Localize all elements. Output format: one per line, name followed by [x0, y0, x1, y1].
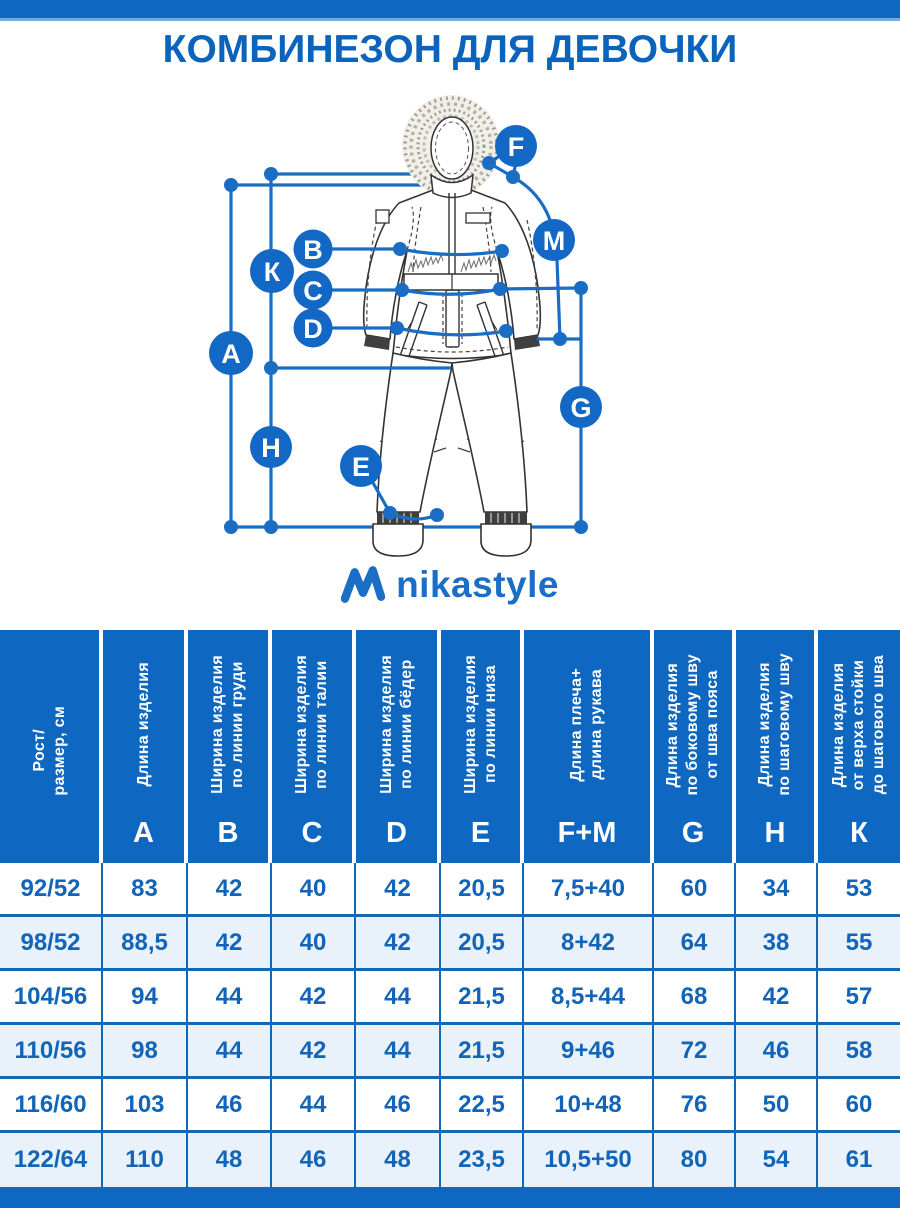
value-cell: 38	[736, 917, 818, 968]
value-cell: 20,5	[441, 863, 524, 914]
value-cell: 46	[736, 1025, 818, 1076]
column-header-text: Рост/ размер, см	[30, 705, 68, 796]
marker-E: E	[351, 452, 371, 482]
nikastyle-logo-icon	[341, 565, 385, 605]
column-header-D: Ширина изделия по линии бёдер D	[356, 630, 441, 863]
value-cell: 10+48	[524, 1079, 654, 1130]
column-header-K: Длина изделия от верха стойки до шагового шва К	[818, 630, 900, 863]
table-row	[0, 863, 900, 917]
value-cell: 23,5	[441, 1133, 524, 1187]
value-cell: 42	[272, 1025, 356, 1076]
size-cell: 98/52	[0, 917, 103, 968]
value-cell: 50	[736, 1079, 818, 1130]
left-boot	[373, 524, 423, 556]
value-cell: 44	[272, 1079, 356, 1130]
value-cell: 80	[654, 1133, 736, 1187]
column-header-C: Ширина изделия по линии талии C	[272, 630, 356, 863]
page-title: КОМБИНЕЗОН ДЛЯ ДЕВОЧКИ	[162, 28, 738, 71]
marker-M: M	[542, 226, 566, 256]
marker-D: D	[303, 314, 323, 344]
size-table-body	[0, 863, 900, 1187]
value-cell: 40	[272, 863, 356, 914]
value-cell: 72	[654, 1025, 736, 1076]
value-cell: 40	[272, 917, 356, 968]
value-cell: 60	[845, 1090, 873, 1118]
value-cell: 61	[845, 1146, 873, 1173]
value-cell: 46	[356, 1079, 441, 1130]
value-cell: 42	[272, 971, 356, 1022]
column-letter-E: E	[470, 817, 491, 849]
value-cell: 98	[103, 1025, 188, 1076]
value-cell: 8+42	[524, 917, 654, 968]
brand-name: nikastyle	[396, 564, 559, 605]
value-cell: 42	[188, 917, 272, 968]
chest-label	[466, 213, 490, 223]
column-header-E: Ширина изделия по линии низа E	[441, 630, 524, 863]
value-cell: 53	[845, 874, 873, 902]
size-table	[0, 630, 900, 1187]
value-cell: 57	[845, 982, 873, 1010]
value-cell: 48	[356, 1133, 441, 1187]
value-cell: 10,5+50	[524, 1133, 654, 1187]
brand-logo	[0, 564, 900, 606]
table-row	[0, 971, 900, 1025]
size-cell: 92/52	[0, 863, 103, 914]
column-header-A: Длина изделия A	[103, 630, 188, 863]
bottom-bar	[0, 1187, 900, 1208]
value-cell: 8,5+44	[524, 971, 654, 1022]
marker-A: A	[221, 339, 241, 369]
column-letter-FM: F+M	[557, 817, 617, 849]
value-cell: 68	[654, 971, 736, 1022]
column-letter-B: B	[217, 817, 239, 849]
value-cell: 21,5	[441, 971, 524, 1022]
value-cell: 9+46	[524, 1025, 654, 1076]
marker-C: C	[303, 276, 323, 306]
table-row	[0, 1025, 900, 1079]
value-cell: 88,5	[103, 917, 188, 968]
value-cell: 44	[188, 971, 272, 1022]
column-header-size	[0, 630, 103, 863]
knee-creases	[434, 448, 470, 452]
size-cell: 116/60	[0, 1079, 103, 1130]
value-cell: 46	[188, 1079, 272, 1130]
value-cell: 42	[356, 917, 441, 968]
column-header-H: Длина изделия по шаговому шву H	[736, 630, 818, 863]
value-cell: 22,5	[441, 1079, 524, 1130]
column-letter-C: C	[301, 817, 323, 849]
column-header-B: Ширина изделия по линии груди B	[188, 630, 272, 863]
size-cell: 122/64	[0, 1133, 103, 1187]
marker-K: К	[263, 257, 281, 287]
value-cell: 42	[188, 863, 272, 914]
value-cell: 44	[356, 1025, 441, 1076]
value-cell: 64	[654, 917, 736, 968]
right-leg	[452, 353, 527, 512]
column-letter-A: A	[133, 817, 154, 849]
value-cell: 94	[103, 971, 188, 1022]
value-cell: 46	[272, 1133, 356, 1187]
value-cell: 7,5+40	[524, 863, 654, 914]
value-cell: 44	[188, 1025, 272, 1076]
value-cell: 42	[356, 863, 441, 914]
marker-F: F	[507, 132, 525, 162]
column-letter-G: G	[681, 817, 705, 849]
value-cell: 55	[845, 928, 873, 956]
column-letter-D: D	[386, 817, 407, 849]
value-cell: 76	[654, 1079, 736, 1130]
size-cell: 110/56	[0, 1025, 103, 1076]
marker-B: B	[303, 235, 323, 265]
fur-hood-icon	[402, 95, 500, 197]
table-row	[0, 1079, 900, 1133]
marker-H: H	[261, 433, 281, 463]
sleeve-patch	[376, 210, 389, 223]
value-cell: 44	[356, 971, 441, 1022]
value-cell: 42	[736, 971, 818, 1022]
table-row	[0, 917, 900, 971]
value-cell: 20,5	[441, 917, 524, 968]
value-cell: 54	[736, 1133, 818, 1187]
right-boot	[481, 524, 531, 556]
value-cell: 21,5	[441, 1025, 524, 1076]
marker-G: G	[570, 393, 592, 423]
size-table-header	[0, 630, 900, 863]
column-header-G: Длина изделия по боковому шву от шва пояса G	[654, 630, 736, 863]
column-header-FM: Длина плеча+ длина рукава F+M	[524, 630, 654, 863]
value-cell: 48	[188, 1133, 272, 1187]
size-cell: 104/56	[0, 971, 103, 1022]
value-cell: 34	[736, 863, 818, 914]
left-leg	[377, 353, 452, 512]
value-cell: 103	[103, 1079, 188, 1130]
value-cell: 60	[654, 863, 736, 914]
value-cell: 83	[103, 863, 188, 914]
waist-belt	[404, 274, 498, 290]
value-cell: 58	[845, 1036, 873, 1064]
column-letter-K: К	[850, 817, 868, 849]
table-row	[0, 1133, 900, 1187]
column-letter-H: H	[764, 817, 786, 849]
value-cell: 110	[103, 1133, 188, 1187]
